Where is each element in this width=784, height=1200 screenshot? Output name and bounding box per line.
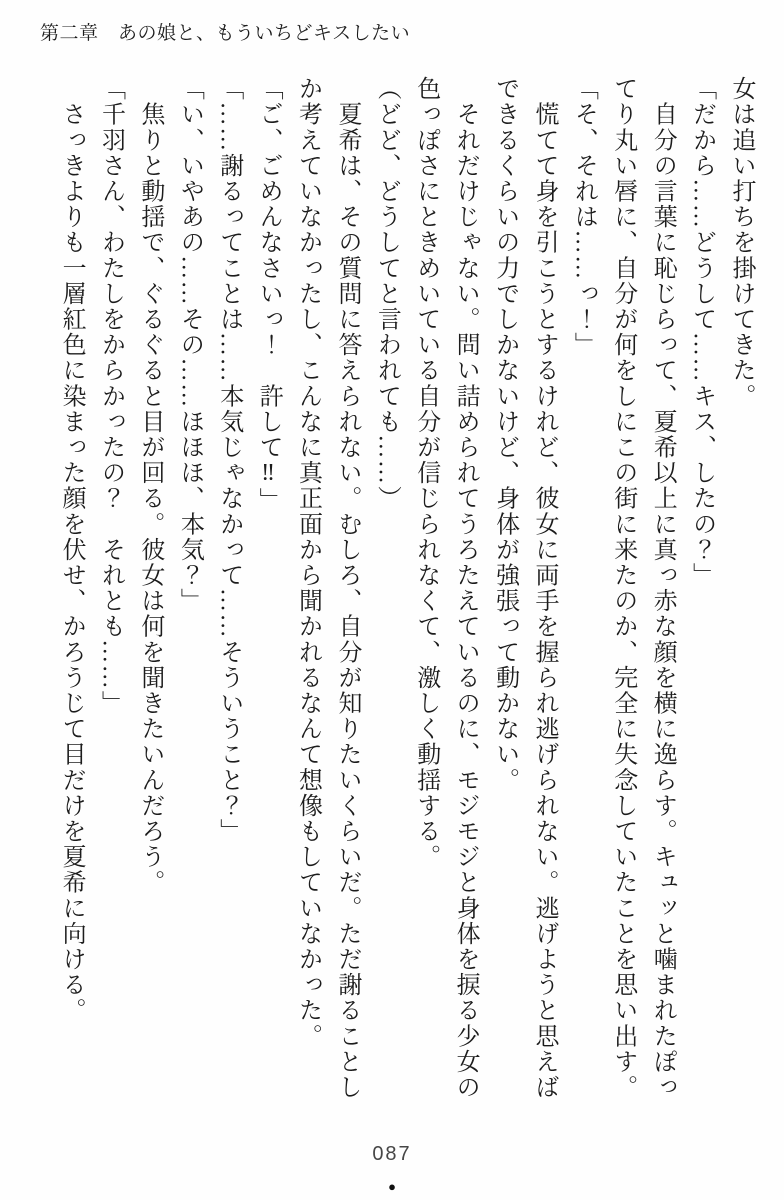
text-line: 色っぽさにときめいている自分が信じられなくて、激しく動揺する。 bbox=[412, 76, 439, 870]
text-line: 女は追い打ちを掛けてきた。 bbox=[728, 76, 754, 409]
text-line: それだけじゃない。問い詰められてうろたえているのに、モジモジと身体を捩る少女の bbox=[452, 76, 479, 1100]
page-number: 087 bbox=[372, 1143, 412, 1165]
text-line: 「い、いやあの……その……ほほほ、本気？」 bbox=[176, 76, 203, 614]
text-line: 焦りと動揺で、ぐるぐると目が回る。彼女は何を聞きたいんだろう。 bbox=[136, 76, 163, 896]
text-line: 慌てて身を引こうとするけれど、彼女に両手を握られ逃げられない。逃げようと思えば bbox=[530, 76, 557, 1100]
text-line: さっきよりも一層紅色に染まった顔を伏せ、かろうじて目だけを夏希に向ける。 bbox=[58, 76, 85, 1024]
text-line: できるくらいの力でしかないけど、身体が強張って動かない。 bbox=[491, 76, 518, 793]
text-line: 夏希は、その質問に答えられない。むしろ、自分が知りたいくらいだ。ただ謝ることし bbox=[333, 76, 360, 1100]
text-line: 「そ、それは……っ！」 bbox=[570, 76, 597, 358]
text-line: 「ご、ごめんなさいっ！ 許して‼」 bbox=[255, 76, 282, 514]
text-line: 「千羽さん、わたしをからかったの？ それとも……」 bbox=[97, 76, 124, 716]
text-line: てり丸い唇に、自分が何をしにこの街に来たのか、完全に失念していたことを思い出す。 bbox=[609, 76, 636, 1100]
footer-dot-mark: ● bbox=[388, 1179, 396, 1194]
chapter-header: 第二章 あの娘と、もういちどキスしたい bbox=[40, 23, 411, 44]
text-line: か考えていなかったし、こんなに真正面から聞かれるなんて想像もしていなかった。 bbox=[294, 76, 321, 1049]
text-line: 自分の言葉に恥じらって、夏希以上に真っ赤な顔を横に逸らす。キュッと噛まれたぽっ bbox=[649, 76, 676, 1100]
text-line: 「……謝るってことは……本気じゃなかって……そういうこと？」 bbox=[215, 76, 242, 844]
text-line: （どど、どうしてと言われても……） bbox=[373, 76, 400, 512]
text-line: 「だから……どうして……キス、したの？」 bbox=[688, 76, 715, 588]
vertical-text-block bbox=[51, 76, 760, 1124]
